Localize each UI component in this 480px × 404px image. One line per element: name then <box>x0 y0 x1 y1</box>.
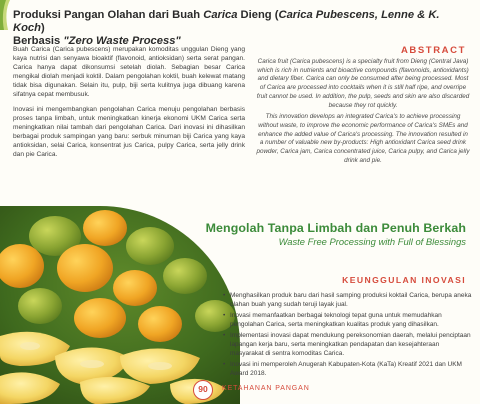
intro-paragraph-2: Inovasi ini mengembangkan pengolahan Carica menuju pengolahan berbasis proses tanpa limbah, untuk meningkatkan kinerja ekonomi UKM Carica serta meningkatkan nilai tambah dari pengolahan Carica. Dari inovasi ini dihasilkan berbagai produk sampingan yang baru: serbuk minuman biji Carica yang kaya antioksidan, selai Carica, konsentrat jus Carica, pulpy Carica, serta jelly drink dan pie Carica. <box>13 105 245 159</box>
list-item: • Inovasi memanfaatkan berbagai teknologi tepat guna untuk memudahkan pengolahan Carica, serta meningkatkan kualitas produk yang dihasilkan. <box>222 311 472 329</box>
carica-fruit-photo <box>0 206 240 404</box>
list-item: • Implementasi inovasi dapat mendukung pereksonomian daerah, melalui penciptaan lapangan kerja baru, serta meningkatkan pendapatan dan kesejahteraan masyarakat di sentra komoditas Carica. <box>222 331 472 358</box>
list-item: • Inovasi ini memperoleh Anugerah Kabupaten-Kota (KaTa) Kreatif 2021 dan UKM Award 2018. <box>222 360 472 378</box>
abstract-paragraph-2: This innovation develops an integrated Carica's to achieve processing without waste, to improve the economic performance of Carica's SMEs and enhance the added value of Carica's processing. The innovation resulted in a number of valuable new by-products: High antioxidant Carica seed drink powder, Carica jam, Carica concentrated juice, Carica pulpy, and Carica jelly drink and pie. <box>256 113 470 164</box>
advantages-heading: KEUNGGULAN INOVASI <box>342 275 466 285</box>
abstract-heading: ABSTRACT <box>400 45 466 56</box>
hero-title: Mengolah Tanpa Limbah dan Penuh Berkah <box>205 221 466 235</box>
page-title: Produksi Pangan Olahan dari Buah Carica Dieng (Carica Pubescens, Lenne & K. Koch) Berbasis "Zero Waste Process" <box>13 9 440 47</box>
intro-text <box>13 45 245 164</box>
hero-subtitle: Waste Free Processing with Full of Blessings <box>278 236 466 247</box>
footer-section-label: KETAHANAN PANGAN <box>222 385 310 392</box>
abstract-paragraph-1: Carica fruit (Carica pubescens) is a specialty fruit from Dieng (Central Java) which is rich in nutrients and bioactive compounds (flavonoids, antioxidants) and dietary fiber. Carica can only be consumed after being processed. Most of Carica are processed into cocktails when it is still half ripe, and overripe fruit cannot be used. In addition, the pulp, seeds and skin are also discarded because they rot quickly. <box>256 58 470 109</box>
list-item: • Menghasilkan produk baru dari hasil samping produksi koktail Carica, berupa aneka olahan buah yang sudah teruji layak jual. <box>222 291 472 309</box>
page-number: 90 <box>193 380 213 400</box>
leaf-corner-icon <box>0 0 14 30</box>
intro-paragraph-1: Buah Carica (Carica pubescens) merupakan komoditas unggulan Dieng yang kaya nutrisi dan senyawa bioaktif (flavonoid, antioksidan) serta serat pangan. Carica hanya dapat dikonsumsi setelah diolah. Sebagian besar Carica mengikal diolah menjadi koktil. Dalam pengolahan koktil, buah kelewat matang tidak bisa digunakan. Selain itu, pulp, biji serta kulitnya juga dibuang karena sifatnya cepat membusuk. <box>13 46 245 99</box>
advantages-list <box>222 291 472 380</box>
abstract-text <box>256 58 470 168</box>
